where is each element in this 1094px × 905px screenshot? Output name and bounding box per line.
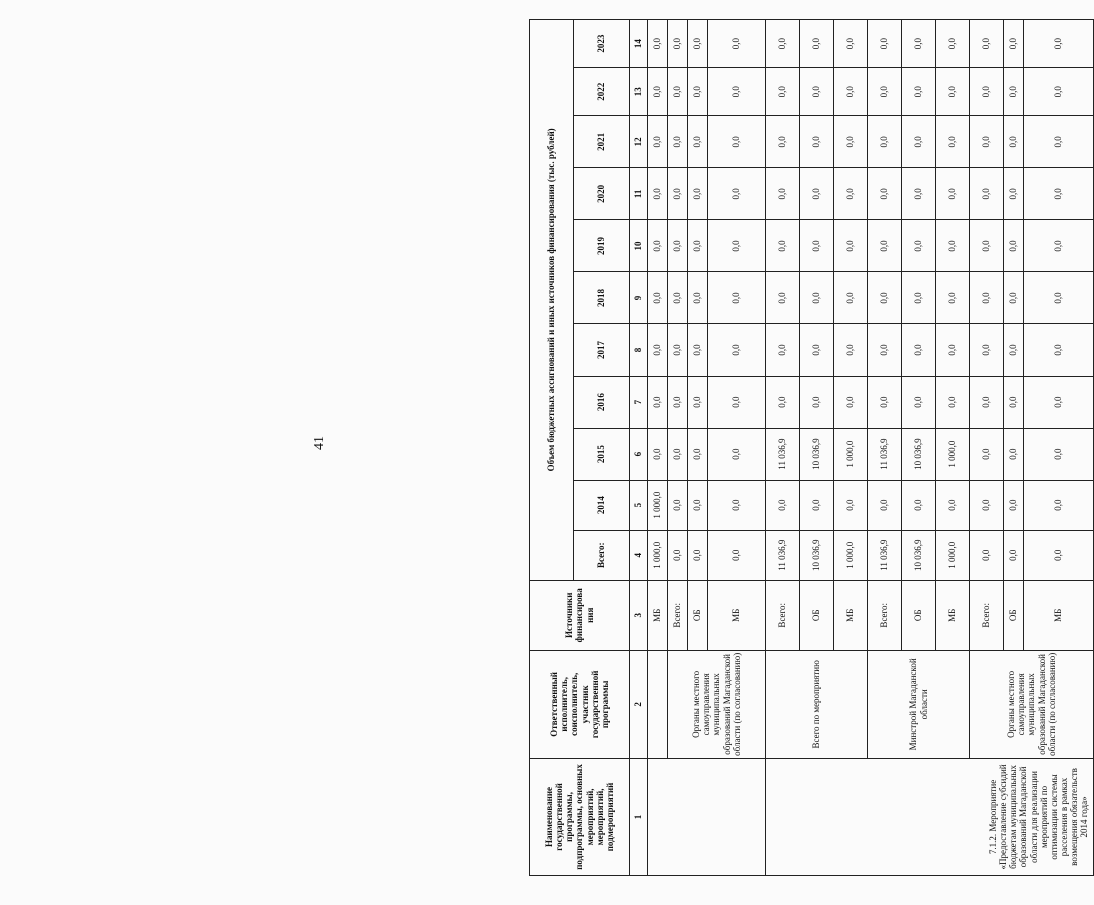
value-cell: 0,0: [1004, 168, 1024, 220]
value-cell: 0,0: [902, 168, 936, 220]
value-cell: 0,0: [800, 480, 834, 530]
value-cell: 0,0: [766, 324, 800, 376]
value-cell: 0,0: [668, 68, 688, 116]
value-cell: 0,0: [868, 324, 902, 376]
col-number: 12: [630, 116, 648, 168]
value-cell: 0,0: [1004, 376, 1024, 428]
value-cell: 0,0: [834, 220, 868, 272]
value-cell: 0,0: [708, 530, 766, 580]
value-cell: 0,0: [834, 168, 868, 220]
value-cell: 0,0: [1024, 20, 1094, 68]
value-cell: 0,0: [970, 428, 1004, 480]
header-program-name: Наименование государственной программы, подпрограммы, основных мероприятий, мероприятий, подмероприятий: [530, 758, 630, 875]
header-total: Всего:: [574, 530, 630, 580]
value-cell: 0,0: [902, 220, 936, 272]
value-cell: 1 000,0: [648, 530, 668, 580]
col-number: 14: [630, 20, 648, 68]
page-number: 41: [312, 436, 327, 450]
responsible-cell: Минстрой Магаданской области: [868, 650, 970, 758]
value-cell: 0,0: [800, 116, 834, 168]
responsible-cell: Органы местного самоуправления муниципальных образований Магаданской области (по согласованию): [970, 650, 1094, 758]
value-cell: 1 000,0: [648, 480, 668, 530]
value-cell: 0,0: [708, 480, 766, 530]
value-cell: 11 036,9: [868, 530, 902, 580]
col-number: 11: [630, 168, 648, 220]
value-cell: 1 000,0: [936, 530, 970, 580]
value-cell: 0,0: [800, 324, 834, 376]
value-cell: 0,0: [1024, 168, 1094, 220]
funding-source-cell: МБ: [834, 580, 868, 650]
value-cell: 0,0: [1004, 272, 1024, 324]
header-year: 2020: [574, 168, 630, 220]
col-number: 5: [630, 480, 648, 530]
value-cell: 0,0: [668, 324, 688, 376]
value-cell: 0,0: [1004, 116, 1024, 168]
table-row: [970, 20, 1004, 876]
value-cell: 0,0: [902, 68, 936, 116]
header-funding-source: Источники финансирова ния: [530, 580, 630, 650]
value-cell: 0,0: [1024, 68, 1094, 116]
value-cell: 0,0: [800, 20, 834, 68]
value-cell: 0,0: [970, 220, 1004, 272]
value-cell: 0,0: [1004, 220, 1024, 272]
value-cell: 0,0: [648, 272, 668, 324]
header-row-top: [530, 20, 574, 876]
header-year: 2021: [574, 116, 630, 168]
header-year: 2017: [574, 324, 630, 376]
value-cell: 0,0: [648, 68, 668, 116]
value-cell: 0,0: [800, 68, 834, 116]
funding-source-cell: Всего:: [868, 580, 902, 650]
value-cell: 0,0: [970, 68, 1004, 116]
value-cell: 0,0: [834, 20, 868, 68]
value-cell: 0,0: [970, 480, 1004, 530]
funding-source-cell: ОБ: [688, 580, 708, 650]
value-cell: 0,0: [868, 376, 902, 428]
col-number: 4: [630, 530, 648, 580]
value-cell: 0,0: [868, 116, 902, 168]
value-cell: 0,0: [970, 168, 1004, 220]
value-cell: 0,0: [834, 324, 868, 376]
value-cell: 0,0: [936, 20, 970, 68]
value-cell: 10 036,9: [800, 530, 834, 580]
value-cell: 0,0: [1024, 480, 1094, 530]
value-cell: 0,0: [970, 272, 1004, 324]
value-cell: 0,0: [936, 168, 970, 220]
value-cell: 0,0: [970, 530, 1004, 580]
budget-table: [529, 19, 1094, 876]
value-cell: 0,0: [1024, 376, 1094, 428]
value-cell: 0,0: [868, 220, 902, 272]
value-cell: 0,0: [868, 20, 902, 68]
value-cell: 0,0: [648, 324, 668, 376]
value-cell: 0,0: [688, 68, 708, 116]
value-cell: 10 036,9: [800, 428, 834, 480]
value-cell: 0,0: [766, 220, 800, 272]
value-cell: 0,0: [668, 376, 688, 428]
value-cell: 0,0: [800, 220, 834, 272]
value-cell: 0,0: [834, 116, 868, 168]
value-cell: 0,0: [668, 530, 688, 580]
col-number: 2: [630, 650, 648, 758]
value-cell: 0,0: [668, 272, 688, 324]
value-cell: 0,0: [688, 480, 708, 530]
value-cell: 0,0: [868, 272, 902, 324]
col-number: 8: [630, 324, 648, 376]
value-cell: 0,0: [708, 272, 766, 324]
value-cell: 0,0: [936, 376, 970, 428]
value-cell: 0,0: [648, 376, 668, 428]
table-row: [648, 20, 668, 876]
value-cell: 0,0: [970, 116, 1004, 168]
value-cell: 0,0: [648, 20, 668, 68]
value-cell: 0,0: [668, 220, 688, 272]
value-cell: 0,0: [902, 116, 936, 168]
value-cell: 0,0: [970, 376, 1004, 428]
value-cell: 0,0: [766, 272, 800, 324]
funding-source-cell: Всего:: [970, 580, 1004, 650]
value-cell: 0,0: [688, 168, 708, 220]
value-cell: 1 000,0: [834, 530, 868, 580]
value-cell: 10 036,9: [902, 428, 936, 480]
funding-source-cell: МБ: [936, 580, 970, 650]
funding-source-cell: МБ: [1024, 580, 1094, 650]
value-cell: 0,0: [668, 428, 688, 480]
value-cell: 10 036,9: [902, 530, 936, 580]
value-cell: 0,0: [1004, 324, 1024, 376]
value-cell: 0,0: [1004, 20, 1024, 68]
funding-source-cell: МБ: [648, 580, 668, 650]
value-cell: 0,0: [970, 20, 1004, 68]
col-number: 6: [630, 428, 648, 480]
table-row: [868, 20, 902, 876]
value-cell: 0,0: [668, 20, 688, 68]
value-cell: 0,0: [1024, 428, 1094, 480]
value-cell: 0,0: [668, 168, 688, 220]
header-row-numbers: [630, 20, 648, 876]
value-cell: 0,0: [868, 168, 902, 220]
header-year: 2018: [574, 272, 630, 324]
value-cell: 0,0: [970, 324, 1004, 376]
header-year: 2015: [574, 428, 630, 480]
value-cell: 0,0: [688, 376, 708, 428]
value-cell: 0,0: [936, 480, 970, 530]
value-cell: 0,0: [1024, 272, 1094, 324]
value-cell: 0,0: [936, 220, 970, 272]
header-year: 2019: [574, 220, 630, 272]
col-number: 3: [630, 580, 648, 650]
funding-source-cell: ОБ: [902, 580, 936, 650]
funding-source-cell: ОБ: [800, 580, 834, 650]
value-cell: 0,0: [936, 272, 970, 324]
value-cell: 0,0: [936, 116, 970, 168]
value-cell: 0,0: [766, 20, 800, 68]
col-number: 9: [630, 272, 648, 324]
value-cell: 0,0: [1024, 220, 1094, 272]
value-cell: 11 036,9: [766, 530, 800, 580]
value-cell: 0,0: [766, 480, 800, 530]
value-cell: 0,0: [868, 68, 902, 116]
value-cell: 0,0: [708, 168, 766, 220]
value-cell: 11 036,9: [766, 428, 800, 480]
value-cell: 0,0: [668, 116, 688, 168]
value-cell: 0,0: [708, 220, 766, 272]
value-cell: 1 000,0: [834, 428, 868, 480]
value-cell: 0,0: [1024, 324, 1094, 376]
col-number: 10: [630, 220, 648, 272]
header-responsible: Ответственный исполнитель, соисполнитель, участник государственной программы: [530, 650, 630, 758]
value-cell: 0,0: [800, 376, 834, 428]
header-year: 2016: [574, 376, 630, 428]
value-cell: 0,0: [936, 324, 970, 376]
program-name-cell: 7.1.2. Мероприятие «Предоставление субсидий бюджетам муниципальных образований Магаданской области для реализации мероприятий по оптимизации системы расселения в рамках возмещения обязательств 2014 года»: [766, 758, 1094, 875]
header-year: 2014: [574, 480, 630, 530]
value-cell: 0,0: [834, 480, 868, 530]
value-cell: 0,0: [688, 428, 708, 480]
col-number: 7: [630, 376, 648, 428]
value-cell: 0,0: [688, 116, 708, 168]
value-cell: 0,0: [688, 220, 708, 272]
value-cell: 0,0: [834, 376, 868, 428]
value-cell: 0,0: [648, 168, 668, 220]
value-cell: 0,0: [936, 68, 970, 116]
value-cell: 0,0: [800, 272, 834, 324]
funding-source-cell: МБ: [708, 580, 766, 650]
value-cell: 0,0: [834, 68, 868, 116]
value-cell: 0,0: [688, 272, 708, 324]
rotated-table-wrapper: [529, 19, 1089, 876]
funding-source-cell: Всего:: [766, 580, 800, 650]
value-cell: 0,0: [708, 116, 766, 168]
value-cell: 0,0: [648, 428, 668, 480]
value-cell: 0,0: [1004, 480, 1024, 530]
responsible-cell: Всего по мероприятию: [766, 650, 868, 758]
value-cell: 0,0: [648, 116, 668, 168]
value-cell: 0,0: [1004, 68, 1024, 116]
table-row: [766, 20, 800, 876]
funding-source-cell: Всего:: [668, 580, 688, 650]
value-cell: 0,0: [648, 220, 668, 272]
table-row: [668, 20, 688, 876]
value-cell: 0,0: [708, 376, 766, 428]
value-cell: 0,0: [902, 272, 936, 324]
funding-source-cell: ОБ: [1004, 580, 1024, 650]
value-cell: 0,0: [902, 324, 936, 376]
value-cell: 0,0: [766, 68, 800, 116]
value-cell: 0,0: [800, 168, 834, 220]
value-cell: 0,0: [766, 116, 800, 168]
value-cell: 0,0: [902, 376, 936, 428]
value-cell: 0,0: [688, 530, 708, 580]
responsible-cell: Органы местного самоуправления муниципальных образований Магаданской области (по согласованию): [668, 650, 766, 758]
value-cell: 0,0: [708, 20, 766, 68]
value-cell: 0,0: [688, 324, 708, 376]
value-cell: 0,0: [902, 20, 936, 68]
value-cell: 0,0: [766, 168, 800, 220]
responsible-cell: [648, 650, 668, 758]
value-cell: 0,0: [834, 272, 868, 324]
value-cell: 0,0: [688, 20, 708, 68]
value-cell: 0,0: [868, 480, 902, 530]
value-cell: 0,0: [708, 324, 766, 376]
value-cell: 0,0: [668, 480, 688, 530]
value-cell: 0,0: [902, 480, 936, 530]
header-year: 2022: [574, 68, 630, 116]
value-cell: 1 000,0: [936, 428, 970, 480]
value-cell: 11 036,9: [868, 428, 902, 480]
value-cell: 0,0: [1024, 116, 1094, 168]
header-year: 2023: [574, 20, 630, 68]
value-cell: 0,0: [1004, 428, 1024, 480]
value-cell: 0,0: [766, 376, 800, 428]
header-volume: Объем бюджетных ассигнований и иных источников финансирования (тыс. рублей): [530, 20, 574, 581]
col-number: 1: [630, 758, 648, 875]
value-cell: 0,0: [708, 68, 766, 116]
program-name-cell: [648, 758, 766, 875]
value-cell: 0,0: [1024, 530, 1094, 580]
value-cell: 0,0: [1004, 530, 1024, 580]
col-number: 13: [630, 68, 648, 116]
value-cell: 0,0: [708, 428, 766, 480]
